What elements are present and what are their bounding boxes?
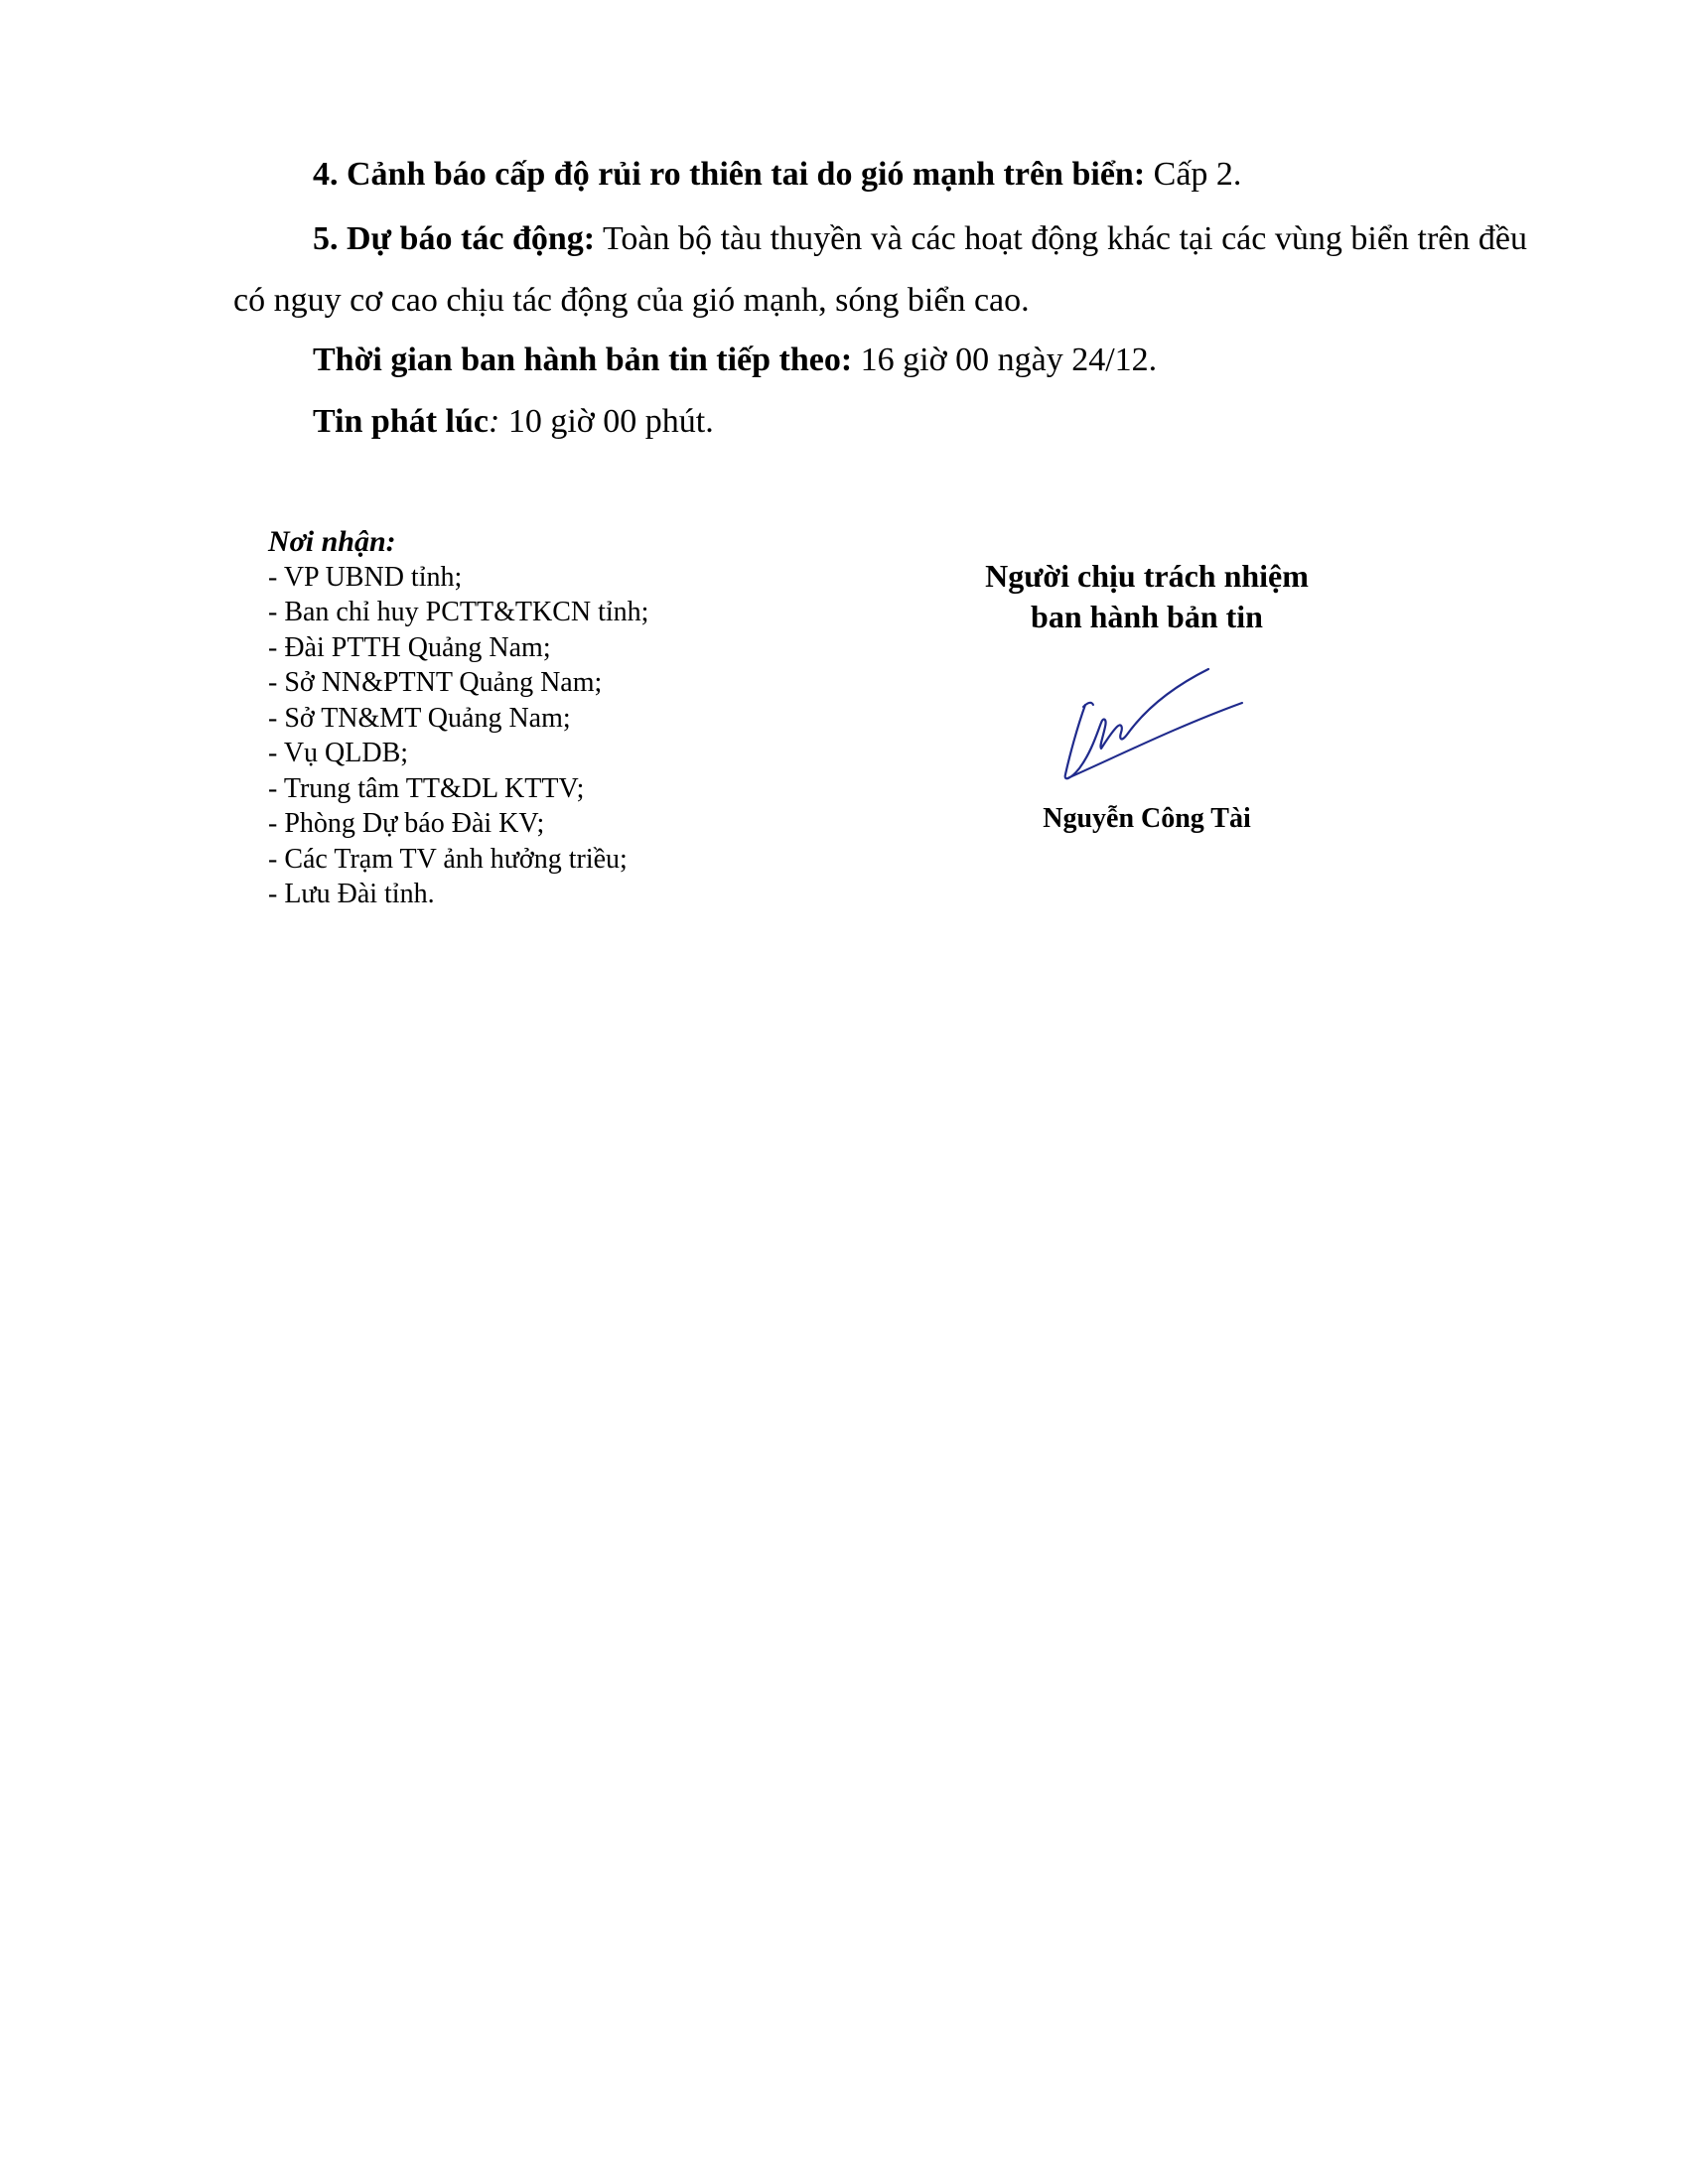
recipient-item: - Ban chỉ huy PCTT&TKCN tỉnh; xyxy=(268,597,649,627)
next-issue-value: 16 giờ 00 ngày 24/12. xyxy=(852,341,1158,378)
issued-at-colon: : xyxy=(489,403,500,440)
recipient-item: - Trung tâm TT&DL KTTV; xyxy=(268,772,585,804)
recipient-item: - Vụ QLDB; xyxy=(268,738,409,768)
impact-forecast-paragraph xyxy=(233,208,1527,332)
next-issue-paragraph xyxy=(233,340,1527,381)
issued-at-value: 10 giờ 00 phút. xyxy=(499,403,714,440)
warning-level-value: Cấp 2. xyxy=(1145,156,1242,193)
recipients-block xyxy=(268,524,784,912)
handwritten-signature xyxy=(1028,647,1266,796)
issued-at-label: Tin phát lúc xyxy=(313,403,490,440)
recipient-item: - Sở TN&MT Quảng Nam; xyxy=(268,702,571,734)
recipient-item: - VP UBND tỉnh; xyxy=(268,561,463,593)
signer-name: Nguyễn Công Tài xyxy=(1043,803,1251,834)
recipient-item: - Sở NN&PTNT Quảng Nam; xyxy=(268,667,603,698)
signature-block xyxy=(928,556,1365,836)
warning-level-paragraph xyxy=(233,154,1527,196)
issued-at-paragraph xyxy=(233,401,1527,443)
next-issue-label: Thời gian ban hành bản tin tiếp theo: xyxy=(313,341,853,378)
recipient-item: - Lưu Đài tỉnh. xyxy=(268,879,435,909)
signer-title-line1: Người chịu trách nhiệm xyxy=(985,558,1309,594)
signer-title-line2: ban hành bản tin xyxy=(1031,599,1263,634)
warning-level-label: 4. Cảnh báo cấp độ rủi ro thiên tai do gió mạnh trên biển: xyxy=(313,156,1146,193)
recipient-item: - Đài PTTH Quảng Nam; xyxy=(268,631,551,663)
impact-forecast-label: 5. Dự báo tác động: xyxy=(313,220,596,257)
recipient-item: - Phòng Dự báo Đài KV; xyxy=(268,808,545,839)
recipients-list xyxy=(268,560,784,912)
impact-forecast-value: Toàn bộ tàu thuyền và các hoạt động khác tại các vùng biển trên đều có nguy cơ cao chịu tác động của gió mạnh, sóng biển cao. xyxy=(233,220,1527,319)
recipient-item: - Các Trạm TV ảnh hưởng triều; xyxy=(268,843,628,875)
recipients-heading: Nơi nhận: xyxy=(268,525,396,558)
